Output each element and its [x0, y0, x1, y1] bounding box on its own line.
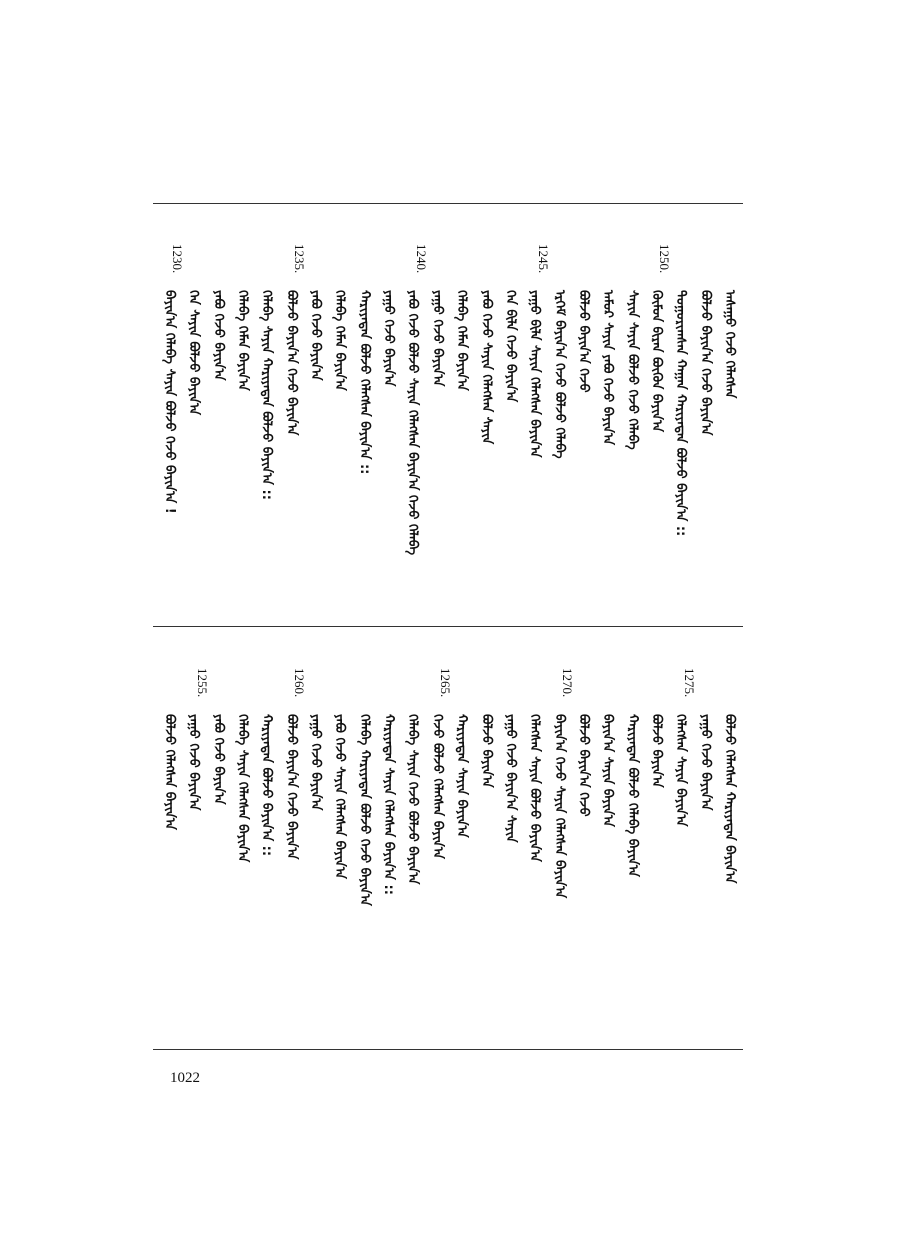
- line-number: 1270.: [559, 668, 575, 698]
- verse-block-upper: ᠠᠰᠠᠭᠤ ᠭᠡᠵᠦ ᠬᠡᠯᠡᠭᠰᠡᠨ ᠪᠣᠯᠵᠣ ᠪᠠᠶᠢᠨ᠎ᠠ ᠭᠡᠵᠦ ᠪᠠᠶᠢᠨ᠎ᠠ 1250. ᠲᠣᠭᠣᠷᠢᠭᠰᠠᠨ ᠬᠠᠭᠠᠨ ᠬᠠᠷᠢᠶᠠᠲᠠᠨ ᠪᠣᠯᠵᠣ ᠪᠠᠶᠢᠨ᠎ᠠ :: ᠬᠦᠮᠦᠨ ᠪᠢᠷᠠᠨ ᠪᠦᠬᠦᠨ ᠪᠠᠶᠢᠨ᠎ᠠ ᠰᠠᠶᠢᠨ ᠰᠠᠶᠢᠨ ᠪᠣᠯᠵᠣ ᠭᠡᠵᠦ ᠬᠡᠯᠡᠪᠡ ᠠᠮᠤᠷ ᠰᠠᠶᠢᠨ ᠶᠠᠪᠤ ᠭᠡᠵᠦ ᠪᠠᠶᠢᠨ᠎ᠠ ᠪᠣᠯᠵᠣ ᠪᠠᠶᠢᠨ᠎ᠠ ᠭᠡᠵᠦ 1245. ᠡᠷᠬᠡᠮ ᠪᠠᠶᠢᠨ᠎ᠠ ᠭᠡᠵᠦ ᠪᠣᠯᠵᠣ ᠬᠡᠯᠡᠪᠡ ᠶᠠᠭᠤ ᠪᠢᠯᠡ ᠰᠠᠶᠢᠨ ᠬᠡᠯᠡᠭᠰᠡᠨ ᠪᠠᠶᠢᠨ᠎ᠠ ᠬᠡᠨ ᠪᠢᠯᠡ ᠭᠡᠵᠦ ᠪᠠᠶᠢᠨ᠎ᠠ ᠶᠠᠪᠤ ᠭᠡᠵᠦ ᠰᠠᠶᠢᠨ ᠬᠡᠯᠡᠭᠰᠡᠨ ᠰᠠᠶᠢᠨ ᠬᠡᠯᠡᠪᠡ ᠬᠡᠮᠡᠨ ᠪᠠᠶᠢᠨ᠎ᠠ 1240. ᠶᠠᠭᠤ ᠭᠡᠵᠦ ᠪᠠᠶᠢᠨ᠎ᠠ ᠶᠠᠪᠤ ᠭᠡᠵᠦ ᠪᠣᠯᠵᠣ ᠰᠠᠶᠢᠨ ᠬᠡᠯᠡᠭᠰᠡᠨ ᠪᠠᠶᠢᠨ᠎ᠠ ᠭᠡᠵᠦ ᠬᠡᠯᠡᠪᠡ ᠶᠠᠭᠤ ᠭᠡᠵᠦ ᠪᠠᠶᠢᠨ᠎ᠠ ᠬᠠᠷᠢᠶᠠᠲᠠᠨ ᠪᠣᠯᠵᠣ ᠬᠡᠯᠡᠭᠰᠡᠨ ᠪᠠᠶᠢᠨ᠎ᠠ :: ᠬᠡᠯᠡᠪᠡ ᠬᠡᠮᠡᠨ ᠪᠠᠶᠢᠨ᠎ᠠ 1235. ᠶᠠᠪᠤ ᠭᠡᠵᠦ ᠪᠠᠶᠢᠨ᠎ᠠ ᠪᠣᠯᠵᠣ ᠪᠠᠶᠢᠨ᠎ᠠ ᠭᠡᠵᠦ ᠪᠠᠶᠢᠨ᠎ᠠ ᠬᠡᠯᠡᠪᠡ ᠰᠠᠶᠢᠨ ᠬᠠᠷᠢᠶᠠᠲᠠᠨ ᠪᠣᠯᠵᠣ ᠪᠠᠶᠢᠨ᠎ᠠ :: ᠬᠡᠯᠡᠪᠡ ᠬᠡᠮᠡᠨ ᠪᠠᠶᠢᠨ᠎ᠠ ᠶᠠᠪᠤ ᠭᠡᠵᠦ ᠪᠠᠶᠢᠨ᠎ᠠ 1230. ᠬᠡᠨ ᠰᠠᠶᠢᠨ ᠪᠣᠯᠵᠣ ᠪᠠᠶᠢᠨ᠎ᠠ ᠪᠠᠶᠢᠨ᠎ᠠ ᠬᠡᠯᠡᠪᠡ ᠰᠠᠶᠢᠨ ᠪᠣᠯᠵᠣ ᠭᠡᠵᠦ ᠪᠠᠶᠢᠨ᠎ᠠ !: [0, 244, 899, 624]
- page-number: 1022: [170, 1070, 200, 1086]
- line-number: [488, 244, 502, 288]
- line-number: [220, 668, 234, 712]
- middle-rule: [153, 626, 743, 627]
- line-number: 1240.: [413, 244, 429, 274]
- line-number: [171, 668, 185, 712]
- line-number: 1230.: [170, 244, 186, 274]
- line-number: [610, 244, 624, 288]
- line-number: 1260.: [292, 668, 308, 698]
- line-number: [415, 668, 429, 712]
- line-number: 1245.: [535, 244, 551, 274]
- line-number: [707, 244, 721, 288]
- line-number: [342, 668, 356, 712]
- line-number: [196, 244, 210, 288]
- line-number: [464, 668, 478, 712]
- line-number: [244, 244, 258, 288]
- line-number: [147, 668, 161, 712]
- line-number: [317, 244, 331, 288]
- line-number: [537, 668, 551, 712]
- line-number: [220, 244, 234, 288]
- line-number: [342, 244, 356, 288]
- top-rule: [153, 203, 743, 204]
- line-number: [269, 244, 283, 288]
- line-number: [610, 668, 624, 712]
- line-number: [147, 244, 161, 288]
- bottom-rule: [153, 1049, 743, 1050]
- line-number: [366, 668, 380, 712]
- line-number: 1235.: [292, 244, 308, 274]
- line-number: [439, 244, 453, 288]
- line-number: 1265.: [438, 668, 454, 698]
- line-number: 1250.: [657, 244, 673, 274]
- line-number: [512, 244, 526, 288]
- line-number: [683, 244, 697, 288]
- line-number: [390, 244, 404, 288]
- line-number: 1275.: [681, 668, 697, 698]
- line-number: [366, 244, 380, 288]
- line-number: [585, 668, 599, 712]
- line-number: [634, 244, 648, 288]
- line-number: [707, 668, 721, 712]
- line-number: [561, 244, 575, 288]
- line-number: [390, 668, 404, 712]
- line-number: [464, 244, 478, 288]
- line-number: [244, 668, 258, 712]
- line-number: 1255.: [194, 668, 210, 698]
- line-number: [317, 668, 331, 712]
- line-number: [658, 668, 672, 712]
- line-number: [634, 668, 648, 712]
- line-number: [269, 668, 283, 712]
- verse-block-lower: ᠪᠣᠯᠵᠣ ᠬᠡᠯᠡᠭᠰᠡᠨ ᠬᠠᠷᠢᠶᠠᠲᠠᠨ ᠪᠠᠶᠢᠨ᠎ᠠ 1275. ᠶᠠᠭᠤ ᠭᠡᠵᠦ ᠪᠠᠶᠢᠨ᠎ᠠ ᠬᠡᠯᠡᠭᠰᠡᠨ ᠰᠠᠶᠢᠨ ᠪᠠᠶᠢᠨ᠎ᠠ ᠪᠣᠯᠵᠣ ᠪᠠᠶᠢᠨ᠎ᠠ ᠬᠠᠷᠢᠶᠠᠲᠠᠨ ᠪᠣᠯᠵᠣ ᠬᠡᠯᠡᠪᠡ ᠪᠠᠶᠢᠨ᠎ᠠ ᠪᠠᠶᠢᠨ᠎ᠠ ᠰᠠᠶᠢᠨ ᠪᠠᠶᠢᠨ᠎ᠠ 1270. ᠪᠣᠯᠵᠣ ᠪᠠᠶᠢᠨ᠎ᠠ ᠭᠡᠵᠦ ᠪᠠᠶᠢᠨ᠎ᠠ ᠭᠡᠵᠦ ᠰᠠᠶᠢᠨ ᠬᠡᠯᠡᠭᠰᠡᠨ ᠪᠠᠶᠢᠨ᠎ᠠ ᠬᠡᠯᠡᠭᠰᠡᠨ ᠰᠠᠶᠢᠨ ᠪᠣᠯᠵᠣ ᠪᠠᠶᠢᠨ᠎ᠠ ᠶᠠᠭᠤ ᠭᠡᠵᠦ ᠪᠠᠶᠢᠨ᠎ᠠ ᠰᠠᠶᠢᠨ ᠪᠣᠯᠵᠣ ᠪᠠᠶᠢᠨ᠎ᠠ 1265. ᠬᠠᠷᠢᠶᠠᠲᠠᠨ ᠰᠠᠶᠢᠨ ᠪᠠᠶᠢᠨ᠎ᠠ ᠭᠡᠵᠦ ᠪᠣᠯᠵᠣ ᠬᠡᠯᠡᠭᠰᠡᠨ ᠪᠠᠶᠢᠨ᠎ᠠ ᠬᠡᠯᠡᠪᠡ ᠰᠠᠶᠢᠨ ᠭᠡᠵᠦ ᠪᠣᠯᠵᠣ ᠪᠠᠶᠢᠨ᠎ᠠ ᠬᠠᠷᠢᠶᠠᠲᠠᠨ ᠰᠠᠶᠢᠨ ᠬᠡᠯᠡᠭᠰᠡᠨ ᠪᠠᠶᠢᠨ᠎ᠠ :: ᠬᠡᠯᠡᠪᠡ ᠬᠠᠷᠢᠶᠠᠲᠠᠨ ᠪᠣᠯᠵᠣ ᠭᠡᠵᠦ ᠪᠠᠶᠢᠨ᠎ᠠ ᠶᠠᠪᠤ ᠭᠡᠵᠦ ᠰᠠᠶᠢᠨ ᠬᠡᠯᠡᠭᠰᠡᠨ ᠪᠠᠶᠢᠨ᠎ᠠ 1260. ᠶᠠᠭᠤ ᠭᠡᠵᠦ ᠪᠠᠶᠢᠨ᠎ᠠ ᠪᠣᠯᠵᠣ ᠪᠠᠶᠢᠨ᠎ᠠ ᠭᠡᠵᠦ ᠪᠠᠶᠢᠨ᠎ᠠ ᠬᠠᠷᠢᠶᠠᠲᠠᠨ ᠪᠣᠯᠵᠣ ᠪᠠᠶᠢᠨ᠎ᠠ :: ᠬᠡᠯᠡᠪᠡ ᠰᠠᠶᠢᠨ ᠬᠡᠯᠡᠭᠰᠡᠨ ᠪᠠᠶᠢᠨ᠎ᠠ 1255. ᠶᠠᠪᠤ ᠭᠡᠵᠦ ᠪᠠᠶᠢᠨ᠎ᠠ ᠶᠠᠭᠤ ᠭᠡᠵᠦ ᠪᠠᠶᠢᠨ᠎ᠠ ᠪᠣᠯᠵᠣ ᠬᠡᠯᠡᠭᠰᠡᠨ ᠪᠠᠶᠢᠨ᠎ᠠ: [0, 668, 899, 1048]
- line-number: [488, 668, 502, 712]
- line-number: [512, 668, 526, 712]
- line-number: [585, 244, 599, 288]
